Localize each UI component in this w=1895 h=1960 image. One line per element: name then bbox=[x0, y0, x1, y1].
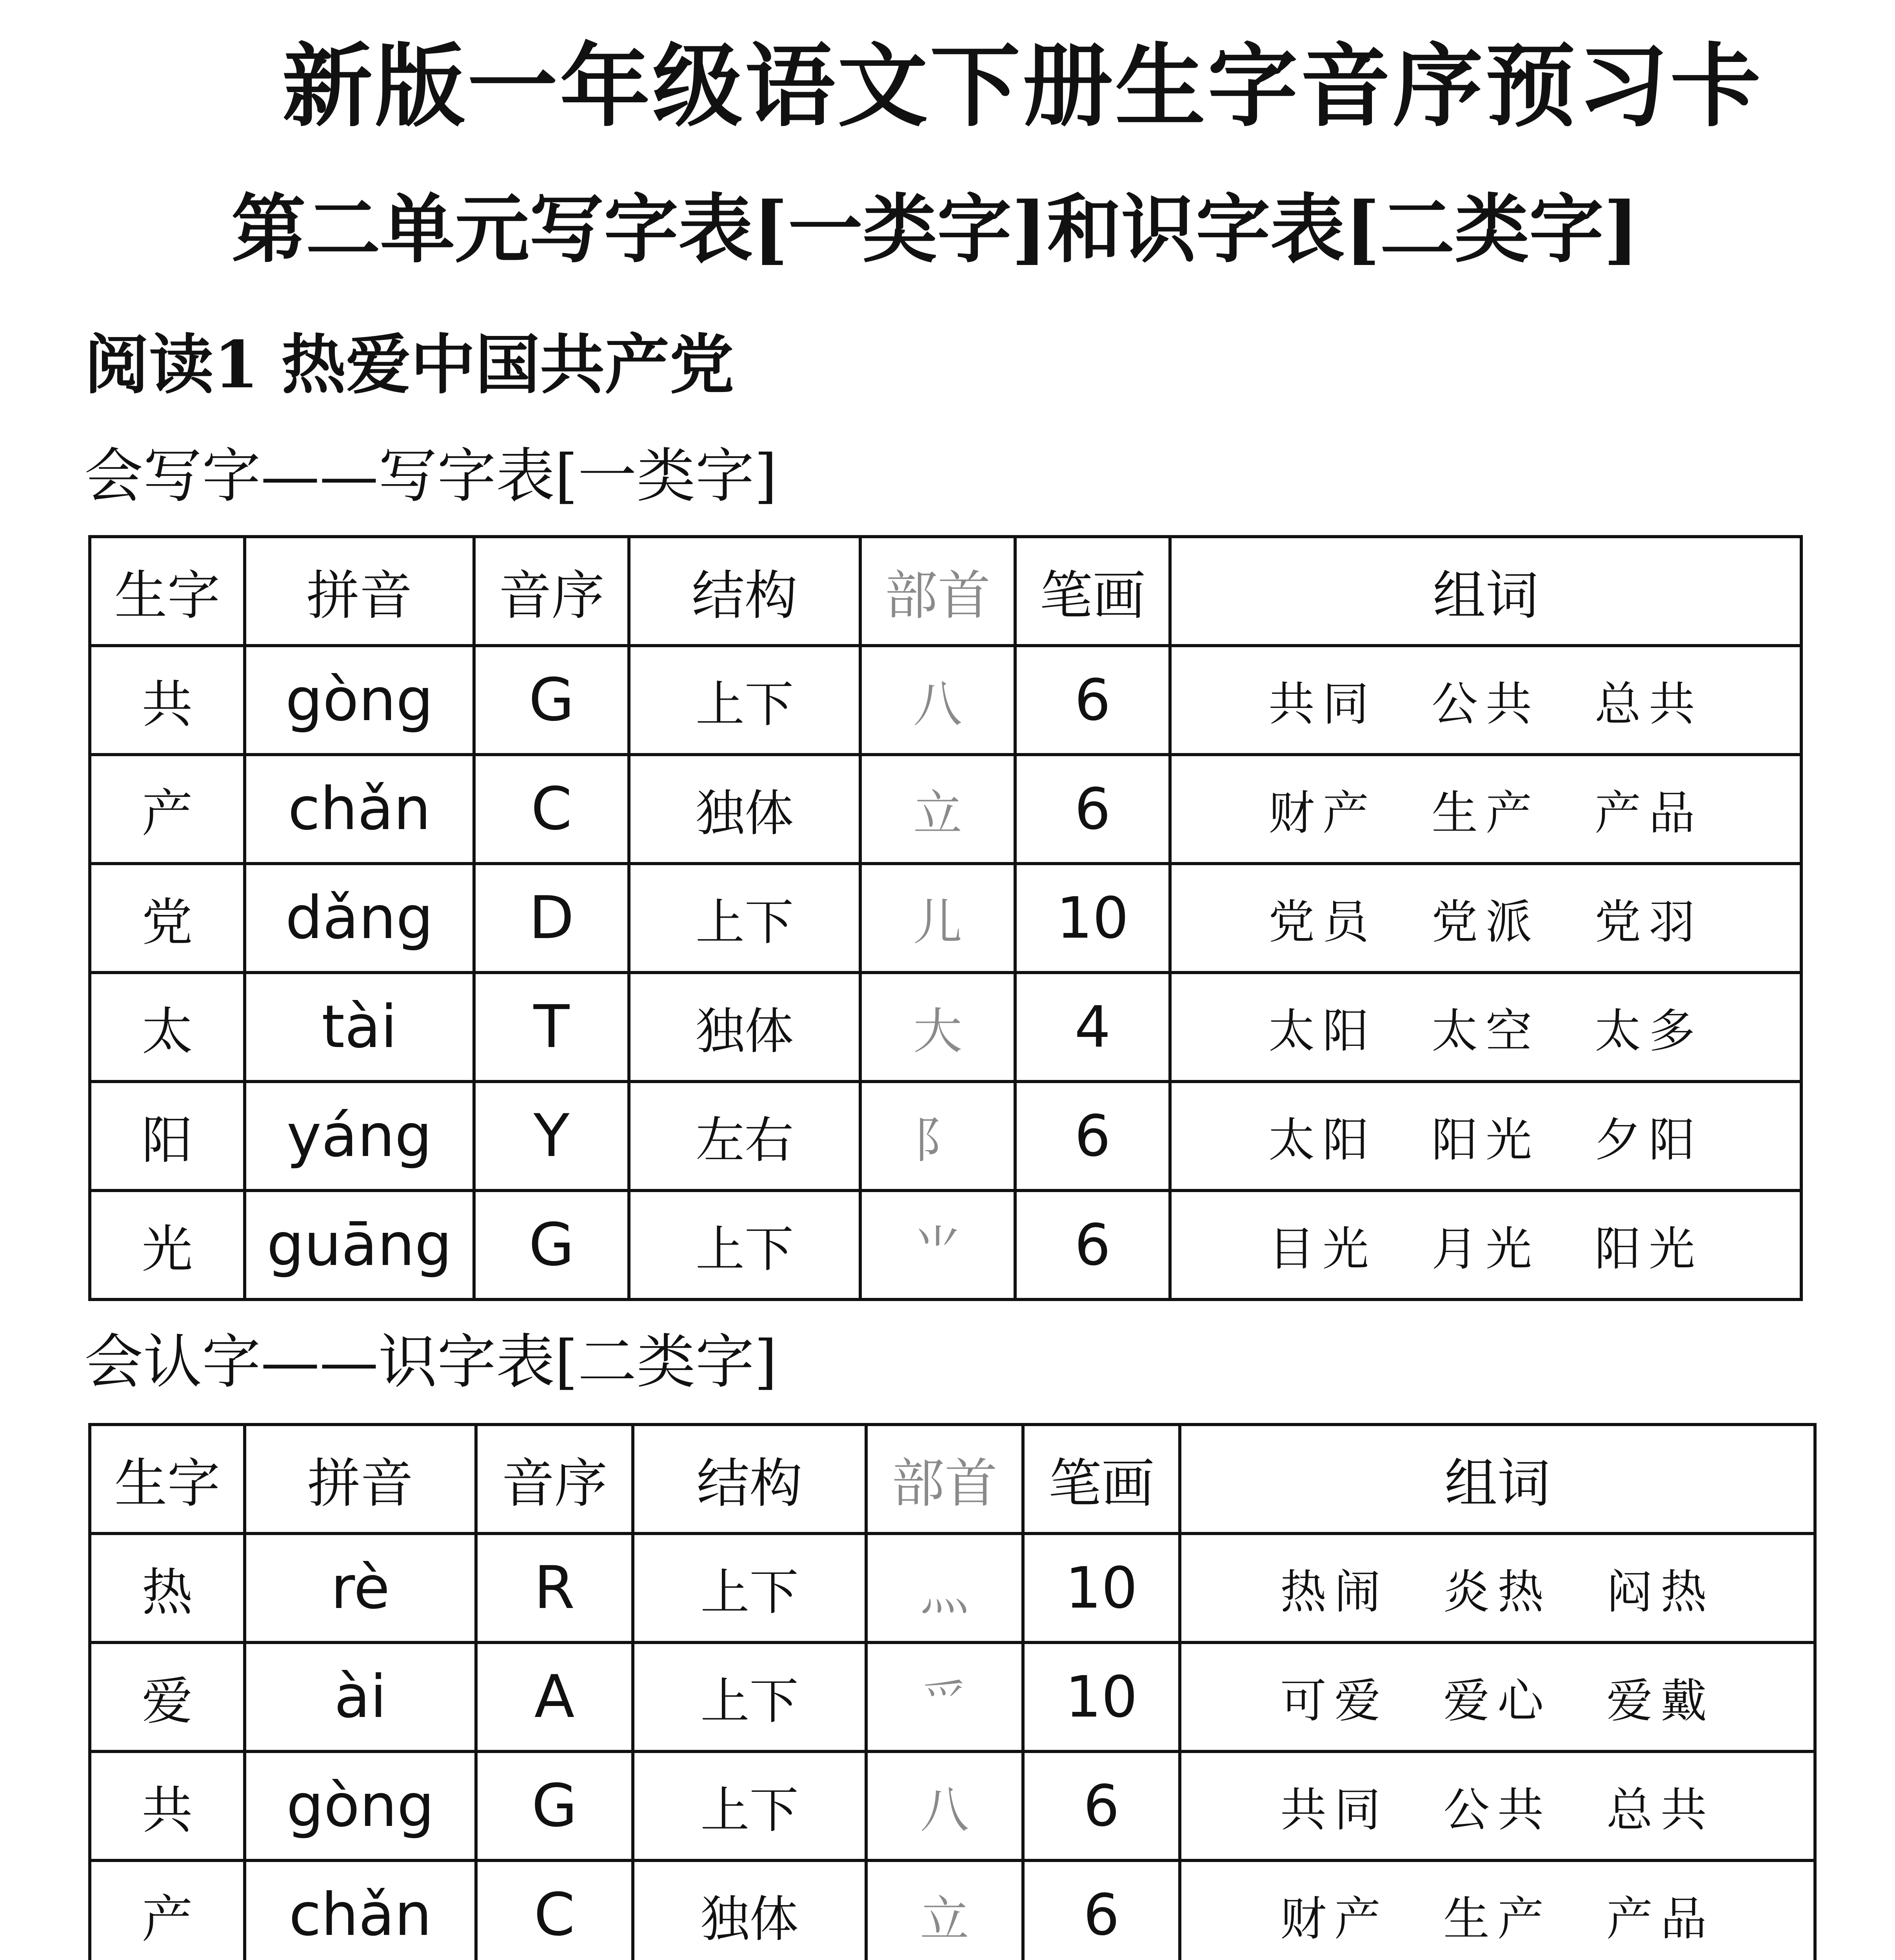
cell-letter: G bbox=[476, 1751, 633, 1860]
cell-structure: 上下 bbox=[629, 646, 860, 755]
cell-pinyin: guāng bbox=[245, 1191, 474, 1299]
cell-char: 党 bbox=[90, 864, 245, 973]
cell-structure: 独体 bbox=[633, 1860, 866, 1960]
cell-words bbox=[1170, 646, 1801, 755]
table-header-row bbox=[90, 537, 1801, 646]
table-row bbox=[90, 1534, 1815, 1642]
cell-letter: A bbox=[476, 1642, 633, 1751]
cell-words bbox=[1180, 1751, 1815, 1860]
header-char: 生字 bbox=[90, 537, 245, 646]
cell-words bbox=[1170, 973, 1801, 1082]
cell-words bbox=[1180, 1642, 1815, 1751]
cell-words bbox=[1180, 1534, 1815, 1642]
cell-letter: R bbox=[476, 1534, 633, 1642]
word-item: 财产 bbox=[1280, 1892, 1388, 1946]
cell-pinyin: rè bbox=[245, 1534, 476, 1642]
word-item: 热闹 bbox=[1280, 1565, 1388, 1619]
word-item: 太阳 bbox=[1268, 1004, 1377, 1058]
cell-strokes: 6 bbox=[1023, 1751, 1180, 1860]
cell-letter: D bbox=[474, 864, 629, 973]
word-item: 太多 bbox=[1595, 1004, 1703, 1058]
header-char: 生字 bbox=[90, 1425, 245, 1534]
word-item: 财产 bbox=[1268, 786, 1377, 840]
cell-char: 爱 bbox=[90, 1642, 245, 1751]
header-pinyin: 拼音 bbox=[245, 1425, 476, 1534]
header-structure: 结构 bbox=[629, 537, 860, 646]
cell-letter: C bbox=[474, 755, 629, 864]
word-item: 党员 bbox=[1268, 895, 1377, 949]
cell-letter: G bbox=[474, 1191, 629, 1299]
cell-words bbox=[1170, 1191, 1801, 1299]
cell-char: 太 bbox=[90, 973, 245, 1082]
word-item: 闷热 bbox=[1606, 1565, 1715, 1619]
cell-words bbox=[1170, 864, 1801, 973]
word-item: 炎热 bbox=[1443, 1565, 1552, 1619]
cell-words bbox=[1170, 755, 1801, 864]
word-item: 可爱 bbox=[1280, 1674, 1388, 1728]
cell-pinyin: gòng bbox=[245, 1751, 476, 1860]
word-item: 目光 bbox=[1268, 1222, 1377, 1276]
word-item: 太阳 bbox=[1268, 1113, 1377, 1167]
cell-strokes: 4 bbox=[1015, 973, 1170, 1082]
section2-heading: 会认字——识字表[二类字] bbox=[84, 1328, 778, 1396]
cell-structure: 上下 bbox=[633, 1751, 866, 1860]
cell-structure: 独体 bbox=[629, 973, 860, 1082]
cell-strokes: 6 bbox=[1015, 755, 1170, 864]
cell-radical: 立 bbox=[860, 755, 1015, 864]
cell-char: 共 bbox=[90, 1751, 245, 1860]
cell-radical: 儿 bbox=[860, 864, 1015, 973]
header-strokes: 笔画 bbox=[1015, 537, 1170, 646]
word-item: 党羽 bbox=[1595, 895, 1703, 949]
word-item: 太空 bbox=[1431, 1004, 1540, 1058]
reading-chars-table bbox=[88, 1423, 1817, 1960]
cell-strokes: 10 bbox=[1023, 1534, 1180, 1642]
cell-pinyin: yáng bbox=[245, 1082, 474, 1191]
table-row bbox=[90, 1642, 1815, 1751]
cell-char: 光 bbox=[90, 1191, 245, 1299]
cell-words bbox=[1180, 1860, 1815, 1960]
header-structure: 结构 bbox=[633, 1425, 866, 1534]
word-item: 共同 bbox=[1268, 677, 1377, 731]
cell-strokes: 6 bbox=[1015, 1082, 1170, 1191]
word-item: 生产 bbox=[1431, 786, 1540, 840]
cell-radical: 灬 bbox=[866, 1534, 1023, 1642]
cell-radical: 爫 bbox=[866, 1642, 1023, 1751]
cell-pinyin: gòng bbox=[245, 646, 474, 755]
word-item: 党派 bbox=[1431, 895, 1540, 949]
header-letter: 音序 bbox=[476, 1425, 633, 1534]
cell-structure: 独体 bbox=[629, 755, 860, 864]
table-row bbox=[90, 973, 1801, 1082]
cell-char: 产 bbox=[90, 1860, 245, 1960]
cell-radical: 八 bbox=[866, 1751, 1023, 1860]
table-row bbox=[90, 1082, 1801, 1191]
table-row bbox=[90, 1191, 1801, 1299]
cell-structure: 左右 bbox=[629, 1082, 860, 1191]
cell-strokes: 6 bbox=[1023, 1860, 1180, 1960]
table-header-row bbox=[90, 1425, 1815, 1534]
cell-structure: 上下 bbox=[633, 1642, 866, 1751]
cell-char: 热 bbox=[90, 1534, 245, 1642]
lesson-title: 阅读1 热爱中国共产党 bbox=[84, 327, 734, 403]
cell-radical: 立 bbox=[866, 1860, 1023, 1960]
cell-letter: G bbox=[474, 646, 629, 755]
document-title: 新版一年级语文下册生字音序预习卡 bbox=[282, 33, 1763, 139]
cell-structure: 上下 bbox=[629, 864, 860, 973]
cell-pinyin: dǎng bbox=[245, 864, 474, 973]
cell-pinyin: tài bbox=[245, 973, 474, 1082]
table-row bbox=[90, 1860, 1815, 1960]
cell-words bbox=[1170, 1082, 1801, 1191]
cell-pinyin: ài bbox=[245, 1642, 476, 1751]
word-item: 阳光 bbox=[1431, 1113, 1540, 1167]
cell-strokes: 10 bbox=[1015, 864, 1170, 973]
word-item: 生产 bbox=[1443, 1892, 1552, 1946]
header-radical: 部首 bbox=[866, 1425, 1023, 1534]
header-pinyin: 拼音 bbox=[245, 537, 474, 646]
cell-char: 产 bbox=[90, 755, 245, 864]
cell-strokes: 6 bbox=[1015, 646, 1170, 755]
document-subtitle: 第二单元写字表[一类字]和识字表[二类字] bbox=[231, 185, 1639, 273]
header-strokes: 笔画 bbox=[1023, 1425, 1180, 1534]
cell-pinyin: chǎn bbox=[245, 1860, 476, 1960]
table-row bbox=[90, 755, 1801, 864]
header-letter: 音序 bbox=[474, 537, 629, 646]
cell-radical: 大 bbox=[860, 973, 1015, 1082]
section1-heading: 会写字——写字表[一类字] bbox=[84, 442, 778, 510]
header-radical: 部首 bbox=[860, 537, 1015, 646]
word-item: 总共 bbox=[1606, 1783, 1715, 1837]
word-item: 产品 bbox=[1606, 1892, 1715, 1946]
word-item: 公共 bbox=[1443, 1783, 1552, 1837]
word-item: 总共 bbox=[1595, 677, 1703, 731]
cell-radical: ⺌ bbox=[860, 1191, 1015, 1299]
word-item: 产品 bbox=[1595, 786, 1703, 840]
cell-strokes: 10 bbox=[1023, 1642, 1180, 1751]
cell-radical: 八 bbox=[860, 646, 1015, 755]
cell-letter: Y bbox=[474, 1082, 629, 1191]
word-item: 爱戴 bbox=[1606, 1674, 1715, 1728]
table-row bbox=[90, 864, 1801, 973]
cell-pinyin: chǎn bbox=[245, 755, 474, 864]
header-words: 组词 bbox=[1180, 1425, 1815, 1534]
cell-letter: C bbox=[476, 1860, 633, 1960]
table-row bbox=[90, 646, 1801, 755]
word-item: 月光 bbox=[1431, 1222, 1540, 1276]
word-item: 公共 bbox=[1431, 677, 1540, 731]
header-words: 组词 bbox=[1170, 537, 1801, 646]
cell-char: 共 bbox=[90, 646, 245, 755]
word-item: 共同 bbox=[1280, 1783, 1388, 1837]
table-row bbox=[90, 1751, 1815, 1860]
word-item: 夕阳 bbox=[1595, 1113, 1703, 1167]
cell-letter: T bbox=[474, 973, 629, 1082]
writing-chars-table bbox=[88, 535, 1803, 1301]
cell-strokes: 6 bbox=[1015, 1191, 1170, 1299]
cell-structure: 上下 bbox=[629, 1191, 860, 1299]
cell-structure: 上下 bbox=[633, 1534, 866, 1642]
cell-char: 阳 bbox=[90, 1082, 245, 1191]
word-item: 阳光 bbox=[1595, 1222, 1703, 1276]
word-item: 爱心 bbox=[1443, 1674, 1552, 1728]
cell-radical: 阝 bbox=[860, 1082, 1015, 1191]
